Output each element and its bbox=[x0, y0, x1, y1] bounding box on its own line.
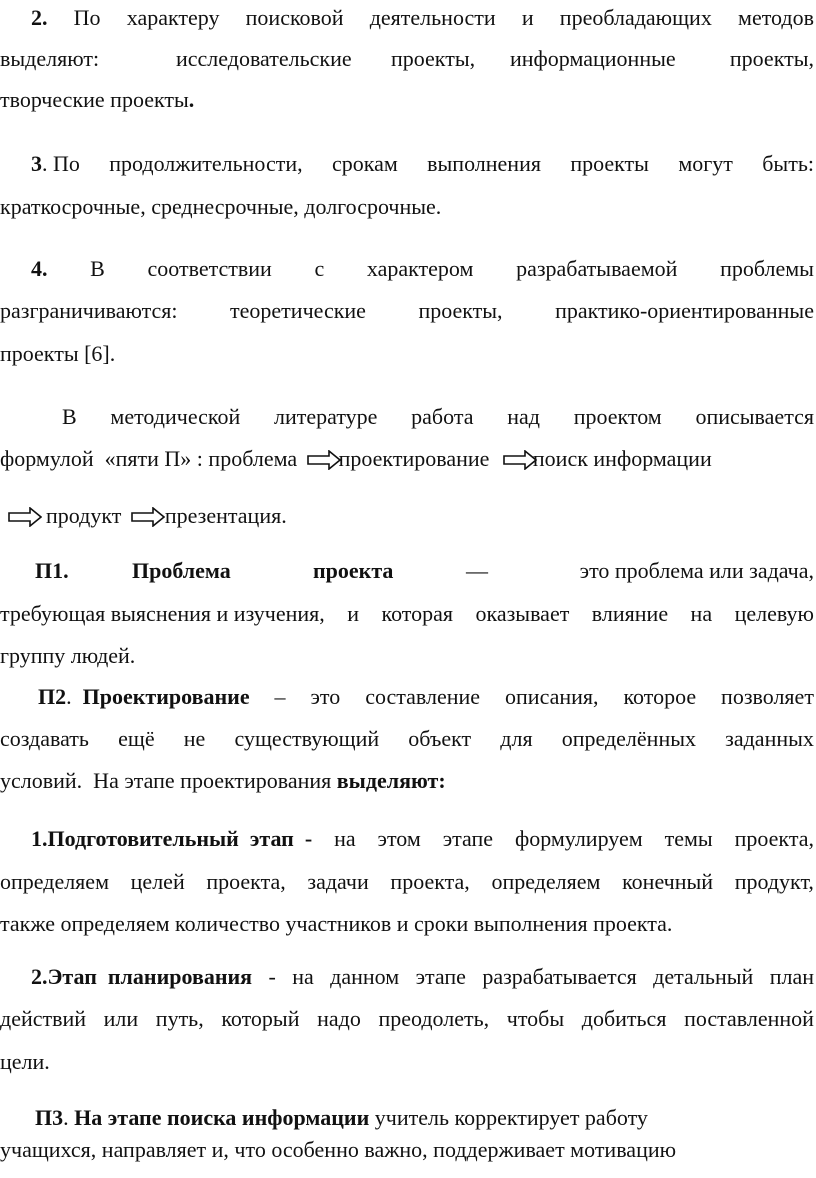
word: информационные bbox=[510, 46, 676, 71]
word: ещё bbox=[118, 726, 155, 751]
stage1-line-1 bbox=[31, 826, 814, 852]
right-arrow-icon bbox=[503, 450, 537, 470]
pp2-term: Проектирование bbox=[82, 684, 250, 709]
word: путь, bbox=[155, 1006, 204, 1031]
stage2-line-3 bbox=[0, 1049, 816, 1075]
pp3-line-1 bbox=[35, 1105, 816, 1131]
word: преодолеть, bbox=[378, 1006, 490, 1031]
word: не bbox=[183, 726, 206, 751]
word: определяем bbox=[491, 869, 601, 894]
formula-prefix: формулой «пяти П» : bbox=[0, 446, 209, 471]
stage1-line-3 bbox=[0, 911, 816, 937]
stage2-line-2 bbox=[0, 1006, 814, 1032]
word: детальный bbox=[653, 964, 754, 989]
word: который bbox=[221, 1006, 300, 1031]
p4-number: 4. bbox=[31, 256, 48, 281]
p2-number: 2. bbox=[31, 5, 48, 30]
step-design: проектирование bbox=[338, 446, 490, 471]
pp1-definition-start: это проблема или задача, bbox=[579, 558, 814, 583]
word: и bbox=[521, 5, 534, 30]
word: теоретические bbox=[230, 298, 366, 323]
word: продукт, bbox=[734, 869, 814, 894]
word: . По bbox=[42, 151, 80, 176]
word: соответствии bbox=[147, 256, 272, 281]
word: проекта, bbox=[206, 869, 286, 894]
pp3-code: П3 bbox=[35, 1105, 64, 1130]
right-arrow-icon bbox=[307, 450, 341, 470]
word: могут bbox=[678, 151, 733, 176]
word: этапе bbox=[442, 826, 494, 851]
word: которая bbox=[381, 601, 454, 626]
word: методов bbox=[738, 5, 814, 30]
p3-line-2 bbox=[0, 194, 816, 220]
word: задачи bbox=[307, 869, 369, 894]
pp1-line-2 bbox=[0, 601, 814, 627]
pp2-line-3 bbox=[0, 768, 816, 794]
pp3-dot: . bbox=[63, 1105, 69, 1130]
p5-line-3 bbox=[8, 503, 816, 529]
word: По bbox=[73, 5, 101, 30]
word: действий bbox=[0, 1006, 87, 1031]
word: продолжительности, bbox=[109, 151, 303, 176]
word: чтобы bbox=[506, 1006, 565, 1031]
word: срокам bbox=[331, 151, 398, 176]
word: выполнения bbox=[427, 151, 541, 176]
word: – bbox=[274, 684, 286, 709]
word: на bbox=[690, 601, 713, 626]
p4-line-2 bbox=[0, 298, 814, 324]
pp1-dash: — bbox=[466, 558, 488, 583]
word: проекты bbox=[570, 151, 649, 176]
pp1-term-1: Проблема bbox=[132, 558, 231, 583]
word: определённых bbox=[561, 726, 696, 751]
word: на bbox=[334, 826, 356, 851]
word: с bbox=[314, 256, 325, 281]
p5-line-1 bbox=[62, 404, 814, 430]
word: преобладающих bbox=[559, 5, 712, 30]
step-problem: проблема bbox=[208, 446, 298, 471]
text: условий. На этапе проектирования bbox=[0, 768, 337, 793]
step-presentation: презентация. bbox=[164, 503, 287, 528]
word: практико-ориентированные bbox=[555, 298, 814, 323]
word: конечный bbox=[622, 869, 714, 894]
right-arrow-icon bbox=[8, 507, 42, 527]
word: выделяют: bbox=[0, 46, 100, 71]
word: надо bbox=[317, 1006, 361, 1031]
word: которое bbox=[623, 684, 697, 709]
word: исследовательские bbox=[176, 46, 352, 71]
word: оказывает bbox=[475, 601, 570, 626]
word: составление bbox=[365, 684, 481, 709]
text-bold: выделяют: bbox=[336, 768, 446, 793]
word: требующая выяснения и изучения, bbox=[0, 601, 325, 626]
word: - bbox=[268, 964, 276, 989]
word: определяем bbox=[0, 869, 109, 894]
word: проекты, bbox=[729, 46, 814, 71]
word: создавать bbox=[0, 726, 89, 751]
word: этом bbox=[377, 826, 421, 851]
word: или bbox=[103, 1006, 139, 1031]
stage1-title: 1.Подготовительный этап - bbox=[31, 826, 313, 851]
pp2-code: П2 bbox=[38, 684, 67, 709]
word: проблемы bbox=[720, 256, 814, 281]
word: целевую bbox=[734, 601, 814, 626]
word: характером bbox=[366, 256, 474, 281]
word: на bbox=[292, 964, 314, 989]
word: поисковой bbox=[245, 5, 344, 30]
p4-line-1 bbox=[31, 256, 814, 282]
p5-line-2 bbox=[0, 446, 816, 472]
word: темы bbox=[664, 826, 713, 851]
p2-line-3 bbox=[0, 87, 816, 113]
text: цели. bbox=[0, 1049, 50, 1074]
right-arrow-icon bbox=[131, 507, 165, 527]
word: план bbox=[769, 964, 814, 989]
word: проекта, bbox=[390, 869, 470, 894]
word: описывается bbox=[695, 404, 814, 429]
word: данном bbox=[330, 964, 400, 989]
word: над bbox=[507, 404, 540, 429]
word: это bbox=[310, 684, 341, 709]
word: и bbox=[347, 601, 360, 626]
word: заданных bbox=[725, 726, 814, 751]
pp1-term-2: проекта bbox=[313, 558, 394, 583]
p3-line-1 bbox=[31, 151, 814, 177]
stage1-line-2 bbox=[0, 869, 814, 895]
word: разрабатывается bbox=[482, 964, 637, 989]
word: В bbox=[90, 256, 105, 281]
text: учащихся, направляет и, что особенно важно, поддерживает мотивацию bbox=[0, 1137, 677, 1162]
word: этапе bbox=[415, 964, 466, 989]
text: группу людей. bbox=[0, 643, 136, 668]
pp3-line-2 bbox=[0, 1137, 816, 1163]
pp1-line-3 bbox=[0, 643, 816, 669]
pp3-term: На этапе поиска информации bbox=[74, 1105, 370, 1130]
word: описания, bbox=[505, 684, 599, 709]
word: добиться bbox=[581, 1006, 667, 1031]
pp2-line-2 bbox=[0, 726, 814, 752]
word: позволяет bbox=[721, 684, 814, 709]
p3-number: 3 bbox=[31, 151, 42, 176]
text-end: . bbox=[188, 87, 195, 112]
word: проекта, bbox=[734, 826, 814, 851]
step-search: поиск информации bbox=[532, 446, 712, 471]
stage2-line-1 bbox=[31, 964, 814, 990]
p4-line-3 bbox=[0, 341, 816, 367]
word: разграничиваются: bbox=[0, 298, 178, 323]
pp1-code: П1. bbox=[35, 558, 69, 583]
word: работа bbox=[411, 404, 474, 429]
word: целей bbox=[130, 869, 185, 894]
p2-line-1 bbox=[31, 5, 814, 31]
pp2-dot: . bbox=[66, 684, 72, 709]
word: быть: bbox=[762, 151, 814, 176]
word: проекты, bbox=[418, 298, 503, 323]
pp2-line-1 bbox=[38, 684, 814, 710]
word: деятельности bbox=[369, 5, 496, 30]
text: проекты [6]. bbox=[0, 341, 116, 366]
text: также определяем количество участников и сроки выполнения проекта. bbox=[0, 911, 673, 936]
word: проекты, bbox=[391, 46, 476, 71]
word: поставленной bbox=[684, 1006, 814, 1031]
text: учитель корректирует работу bbox=[369, 1105, 648, 1130]
word: разрабатываемой bbox=[516, 256, 678, 281]
word: существующий bbox=[234, 726, 380, 751]
word: объект bbox=[408, 726, 472, 751]
word: проектом bbox=[573, 404, 662, 429]
word: методической bbox=[110, 404, 241, 429]
word: формулируем bbox=[514, 826, 643, 851]
text: краткосрочные, среднесрочные, долгосрочные. bbox=[0, 194, 442, 219]
word: литературе bbox=[274, 404, 378, 429]
word: для bbox=[500, 726, 533, 751]
word: влияние bbox=[591, 601, 669, 626]
step-product: продукт bbox=[46, 503, 122, 528]
word: В bbox=[62, 404, 77, 429]
stage2-title: 2.Этап планирования bbox=[31, 964, 253, 989]
word: характеру bbox=[126, 5, 220, 30]
text: творческие проекты bbox=[0, 87, 189, 112]
